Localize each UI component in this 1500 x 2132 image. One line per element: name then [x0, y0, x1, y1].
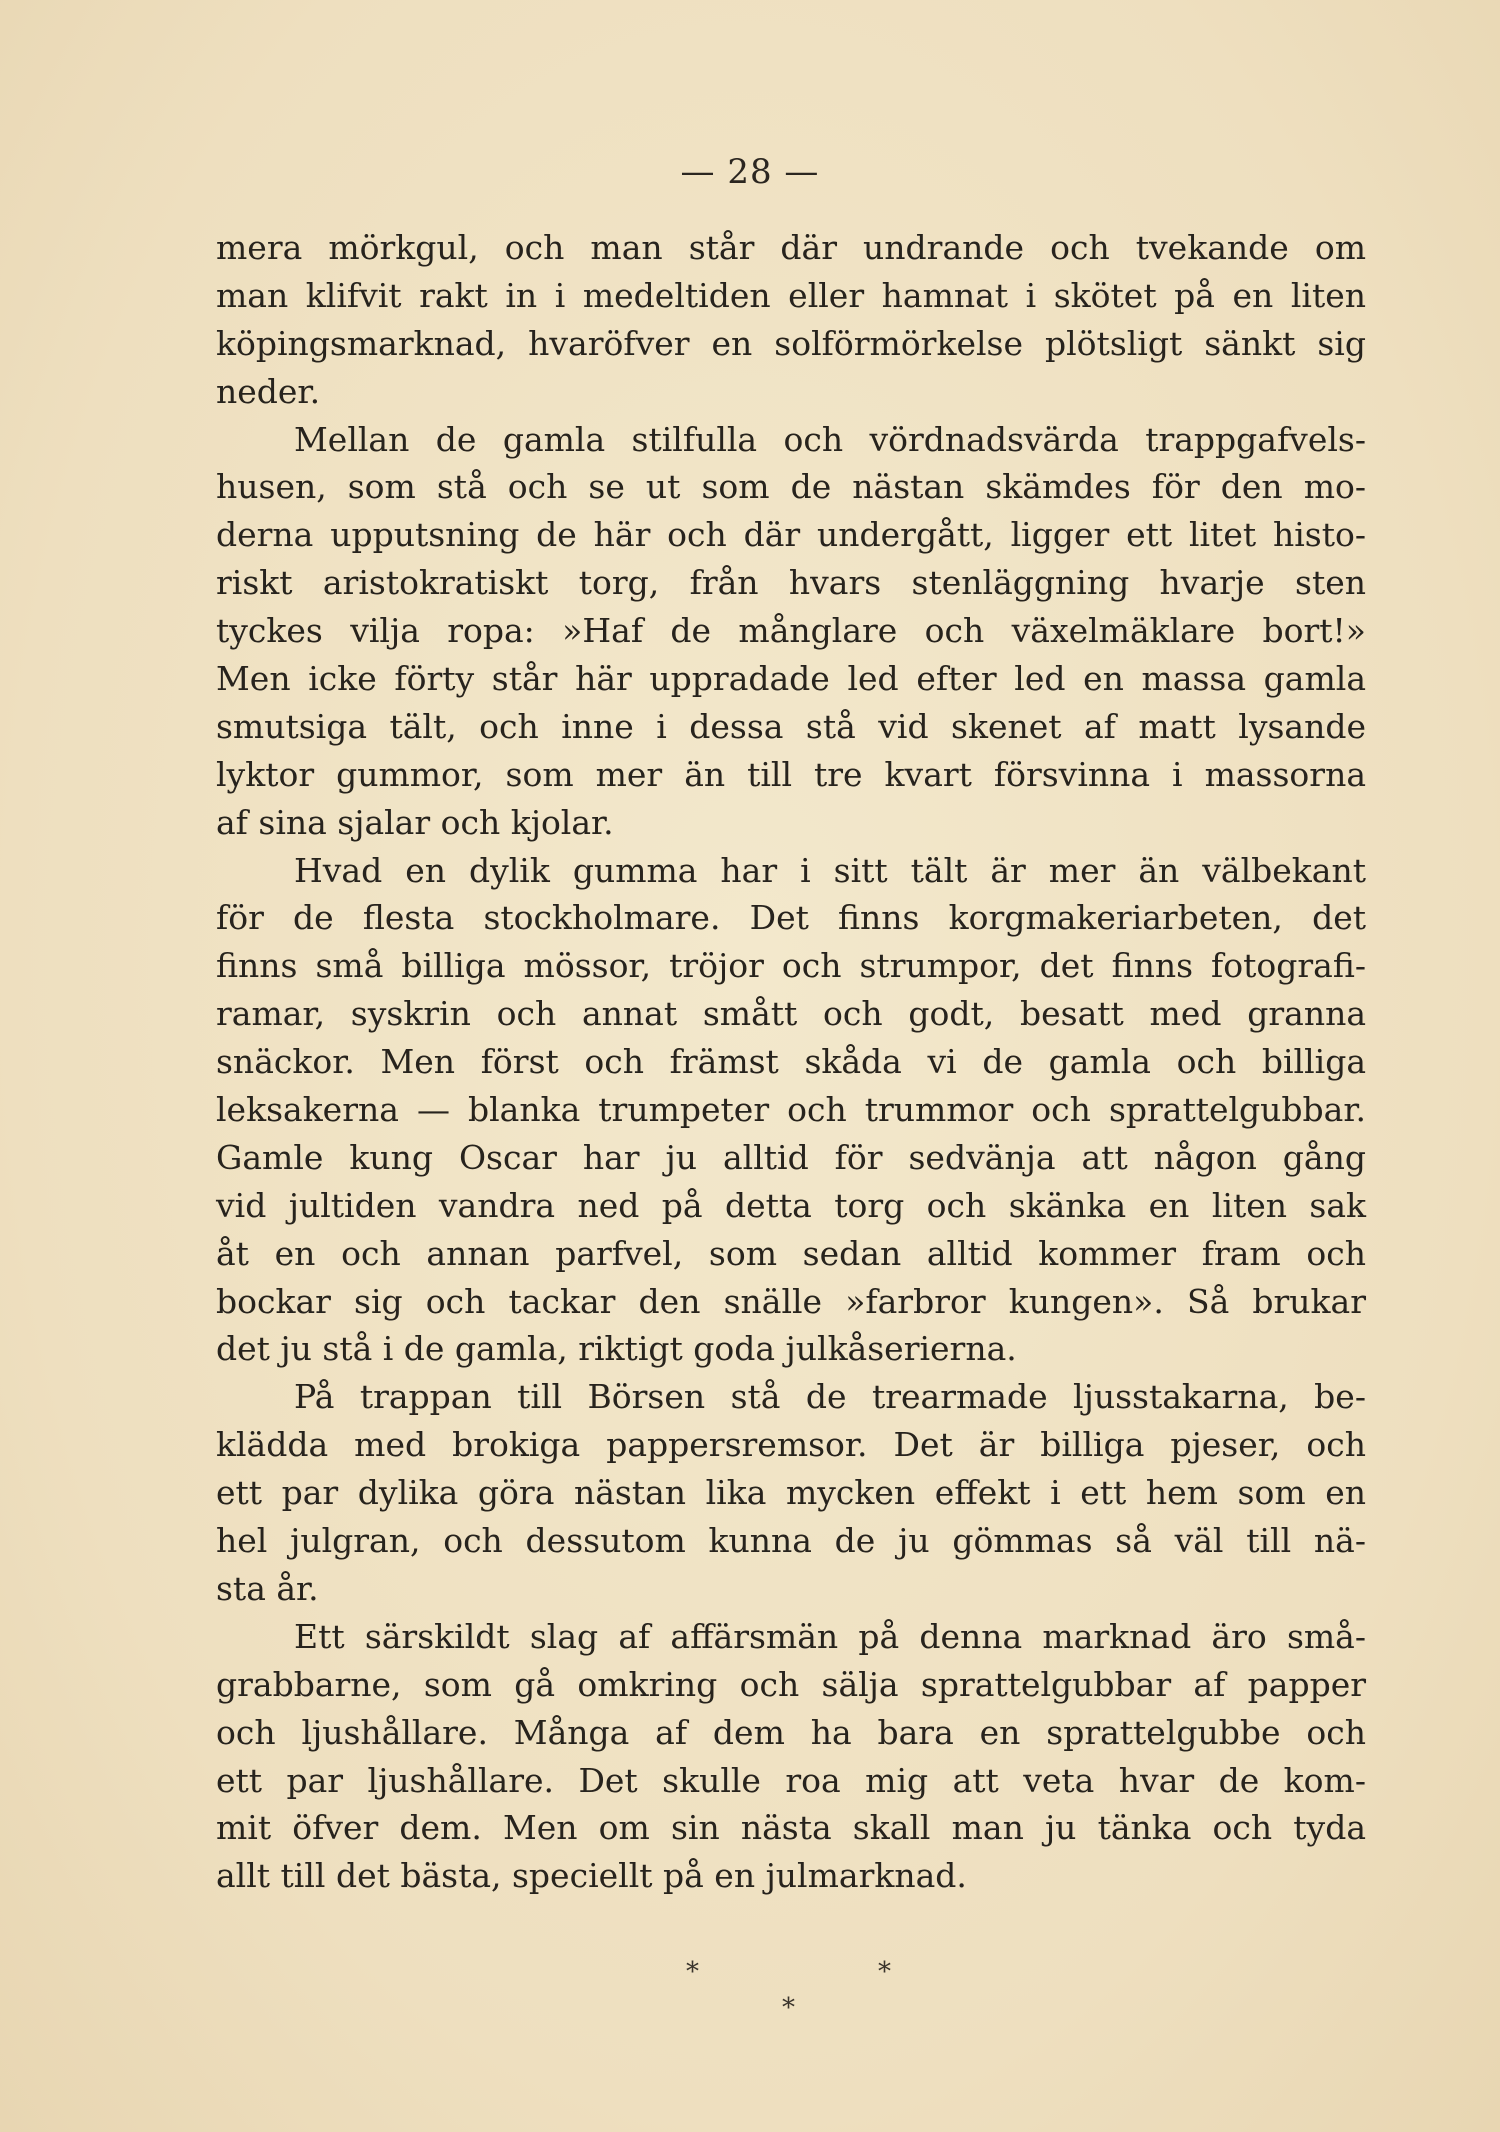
text-line: allt till det bästa, speciellt på en julmarknad.: [216, 1856, 967, 1896]
text-line: köpingsmarknad, hvaröfver en solförmörkelse plötsligt sänkt sig: [216, 323, 1366, 363]
text-line: Gamle kung Oscar har ju alltid för sedvänja att någon gång: [216, 1137, 1366, 1177]
text-line: åt en och annan parfvel, som sedan alltid kommer fram och: [216, 1233, 1366, 1273]
text-line: mera mörkgul, och man står där undrande och tvekande om: [216, 228, 1366, 267]
separator-asterisk: *: [686, 1957, 699, 1987]
text-line: och ljushållare. Många af dem ha bara en sprattelgubbe och: [216, 1712, 1366, 1752]
separator-asterisk: *: [878, 1957, 891, 1987]
text-line: finns små billiga mössor, tröjor och strumpor, det finns fotografi-: [216, 946, 1366, 986]
text-line: lyktor gummor, som mer än till tre kvart försvinna i massorna: [216, 754, 1366, 794]
text-line: för de flesta stockholmare. Det finns korgmakeriarbeten, det: [216, 898, 1366, 938]
text-line: Mellan de gamla stilfulla och vördnadsvärda trappgafvels-: [294, 419, 1366, 459]
text-line: På trappan till Börsen stå de trearmade ljusstakarna, be-: [294, 1377, 1366, 1417]
text-line: riskt aristokratiskt torg, från hvars stenläggning hvarje sten: [216, 563, 1366, 603]
text-line: smutsiga tält, och inne i dessa stå vid skenet af matt lysande: [216, 706, 1366, 746]
text-line: hel julgran, och dessutom kunna de ju gömmas så väl till nä-: [216, 1521, 1366, 1561]
text-line: ramar, syskrin och annat smått och godt, besatt med granna: [216, 994, 1366, 1034]
text-line: Men icke förty står här uppradade led efter led en massa gamla: [216, 659, 1366, 699]
page-number: — 28 —: [680, 152, 820, 192]
text-line: grabbarne, som gå omkring och sälja sprattelgubbar af papper: [216, 1664, 1366, 1704]
text-line: snäckor. Men först och främst skåda vi de gamla och billiga: [216, 1042, 1366, 1082]
text-line: sta år.: [216, 1568, 319, 1608]
text-line: af sina sjalar och kjolar.: [216, 802, 614, 842]
text-line: neder.: [216, 371, 321, 411]
text-line: mit öfver dem. Men om sin nästa skall man ju tänka och tyda: [216, 1808, 1366, 1848]
text-line: Ett särskildt slag af affärsmän på denna marknad äro små-: [294, 1616, 1366, 1656]
text-line: vid jultiden vandra ned på detta torg och skänka en liten sak: [216, 1185, 1366, 1225]
text-line: bockar sig och tackar den snälle »farbror kungen». Så brukar: [216, 1281, 1366, 1321]
text-line: klädda med brokiga pappersremsor. Det är billiga pjeser, och: [216, 1425, 1366, 1465]
text-line: det ju stå i de gamla, riktigt goda julkåserierna.: [216, 1329, 1017, 1369]
text-line: ett par dylika göra nästan lika mycken effekt i ett hem som en: [216, 1473, 1366, 1513]
text-line: tyckes vilja ropa: »Haf de månglare och växelmäklare bort!»: [216, 611, 1366, 651]
separator-asterisk: *: [782, 1993, 795, 2023]
text-line: leksakerna — blanka trumpeter och trummor och sprattelgubbar.: [216, 1090, 1366, 1130]
text-line: husen, som stå och se ut som de nästan skämdes för den mo-: [216, 467, 1366, 507]
text-line: ett par ljushållare. Det skulle roa mig att veta hvar de kom-: [216, 1760, 1366, 1800]
text-line: derna upputsning de här och där undergått, ligger ett litet histo-: [216, 515, 1366, 555]
text-line: man klifvit rakt in i medeltiden eller hamnat i skötet på en liten: [216, 275, 1366, 315]
body-text: [216, 224, 1366, 1900]
text-line: Hvad en dylik gumma har i sitt tält är mer än välbekant: [294, 850, 1366, 890]
